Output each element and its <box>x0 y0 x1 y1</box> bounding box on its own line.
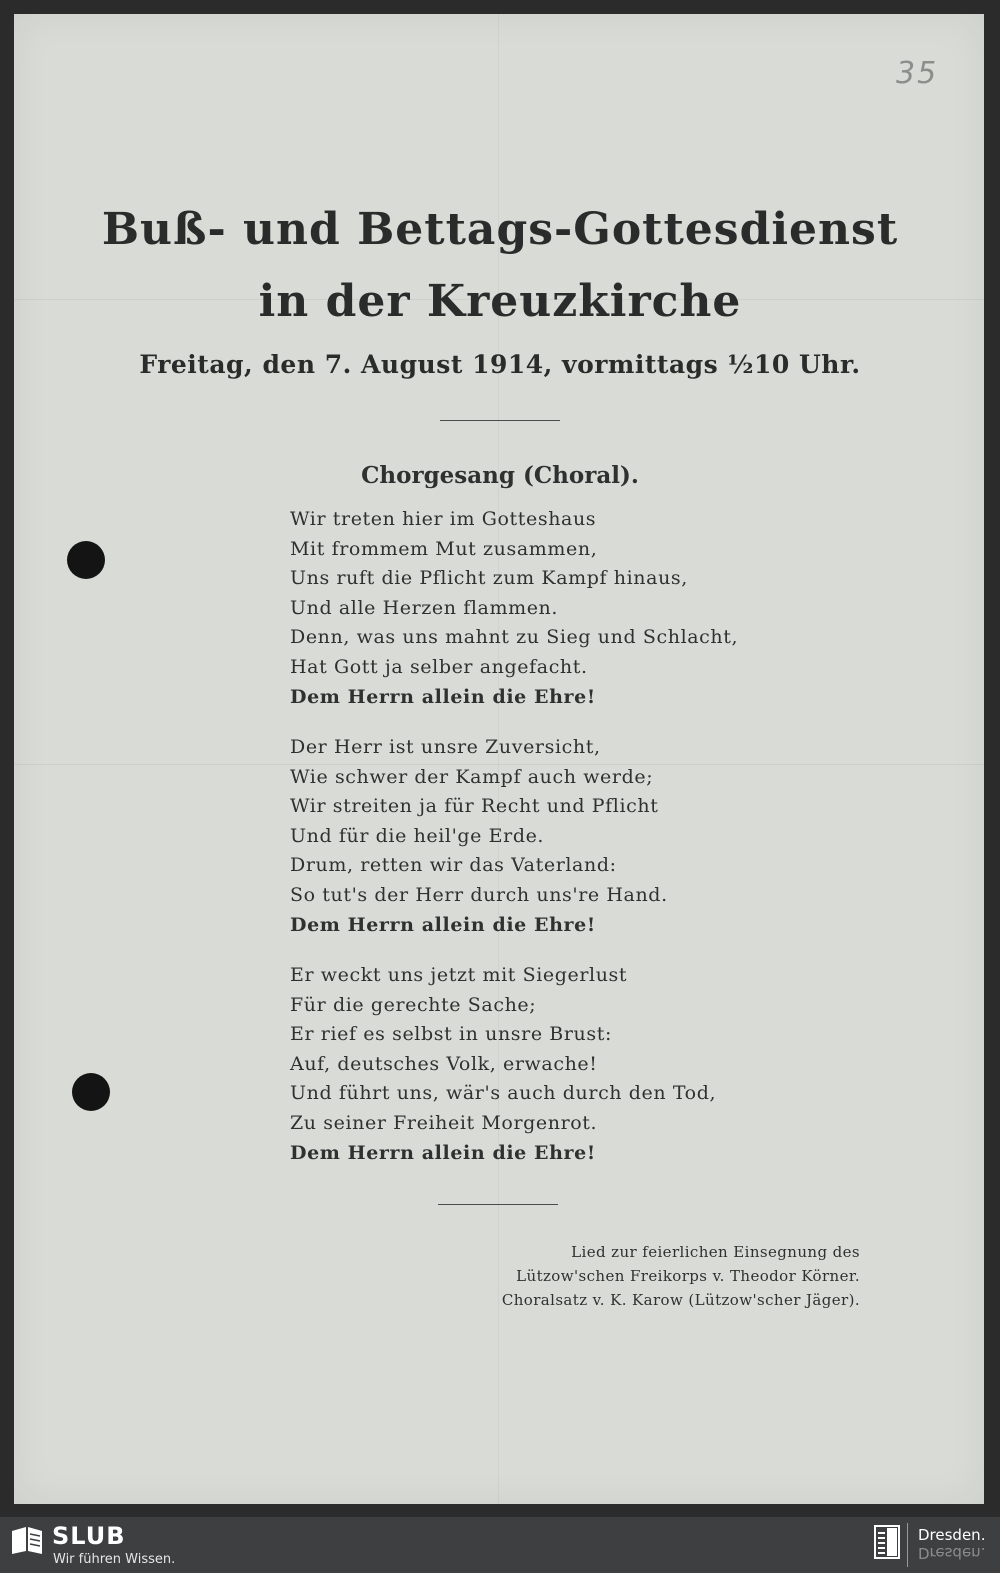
verse-line: Der Herr ist unsre Zuversicht, <box>290 736 601 758</box>
verse-line: Uns ruft die Pflicht zum Kampf hinaus, <box>290 567 688 590</box>
divider-rule <box>440 420 560 421</box>
service-date: Freitag, den 7. August 1914, vormittags ½10 Uhr. <box>139 350 861 379</box>
slub-tagline: Wir führen Wissen. <box>53 1552 176 1567</box>
footer-divider <box>907 1523 908 1567</box>
slub-logo-icon[interactable] <box>10 1525 44 1559</box>
document-title-location: in der Kreuzkirche <box>258 276 742 327</box>
verse-line: Und für die heil'ge Erde. <box>290 824 545 847</box>
verse-line: Denn, was uns mahnt zu Sieg und Schlacht, <box>290 626 739 649</box>
verse-line: So tut's der Herr durch uns're Hand. <box>290 883 668 906</box>
verse-line: Zu seiner Freiheit Morgenrot. <box>290 1111 598 1134</box>
verse-line: Wie schwer der Kampf auch werde; <box>290 765 654 788</box>
verse-line: Und führt uns, wär's auch durch den Tod, <box>290 1082 717 1105</box>
refrain-line: Dem Herrn allein die Ehre! <box>290 913 596 936</box>
document-title: Buß- und Bettags-Gottesdienst <box>101 204 899 255</box>
verse-line: Auf, deutsches Volk, erwache! <box>290 1052 598 1075</box>
verse-line: Drum, retten wir das Vaterland: <box>290 854 617 877</box>
verse-line: Für die gerechte Sache; <box>290 993 537 1016</box>
footer-bar <box>0 1517 1000 1573</box>
refrain-line: Dem Herrn allein die Ehre! <box>290 1141 596 1164</box>
punch-hole <box>72 1073 110 1111</box>
credits-block <box>440 1240 860 1312</box>
dresden-crest-icon[interactable] <box>874 1525 900 1563</box>
divider-rule <box>438 1204 558 1205</box>
verse-line: Er rief es selbst in unsre Brust: <box>290 1023 612 1046</box>
stanza <box>290 961 850 1168</box>
verse-line: Wir treten hier im Gotteshaus <box>290 508 597 530</box>
credit-line: Lützow'schen Freikorps v. Theodor Körner. <box>516 1267 860 1285</box>
verse-line: Mit frommem Mut zusammen, <box>290 537 598 560</box>
verse-line: Und alle Herzen flammen. <box>290 596 559 619</box>
punch-hole <box>67 541 105 579</box>
credit-line: Lied zur feierlichen Einsegnung des <box>571 1243 860 1261</box>
slub-brand-name[interactable]: SLUB <box>52 1522 126 1550</box>
verse-line: Hat Gott ja selber angefacht. <box>290 655 588 678</box>
dresden-label-reflection: Dresden. <box>918 1544 986 1562</box>
dresden-label[interactable]: Dresden. <box>918 1526 986 1544</box>
verse-line: Er weckt uns jetzt mit Siegerlust <box>290 964 628 986</box>
credit-line: Choralsatz v. K. Karow (Lützow'scher Jäger). <box>501 1291 860 1309</box>
archive-number: 35 <box>896 56 939 91</box>
stanza <box>290 505 850 712</box>
section-heading: Chorgesang (Choral). <box>361 462 639 489</box>
verse-line: Wir streiten ja für Recht und Pflicht <box>290 795 659 818</box>
refrain-line: Dem Herrn allein die Ehre! <box>290 685 596 708</box>
stanza <box>290 733 850 940</box>
